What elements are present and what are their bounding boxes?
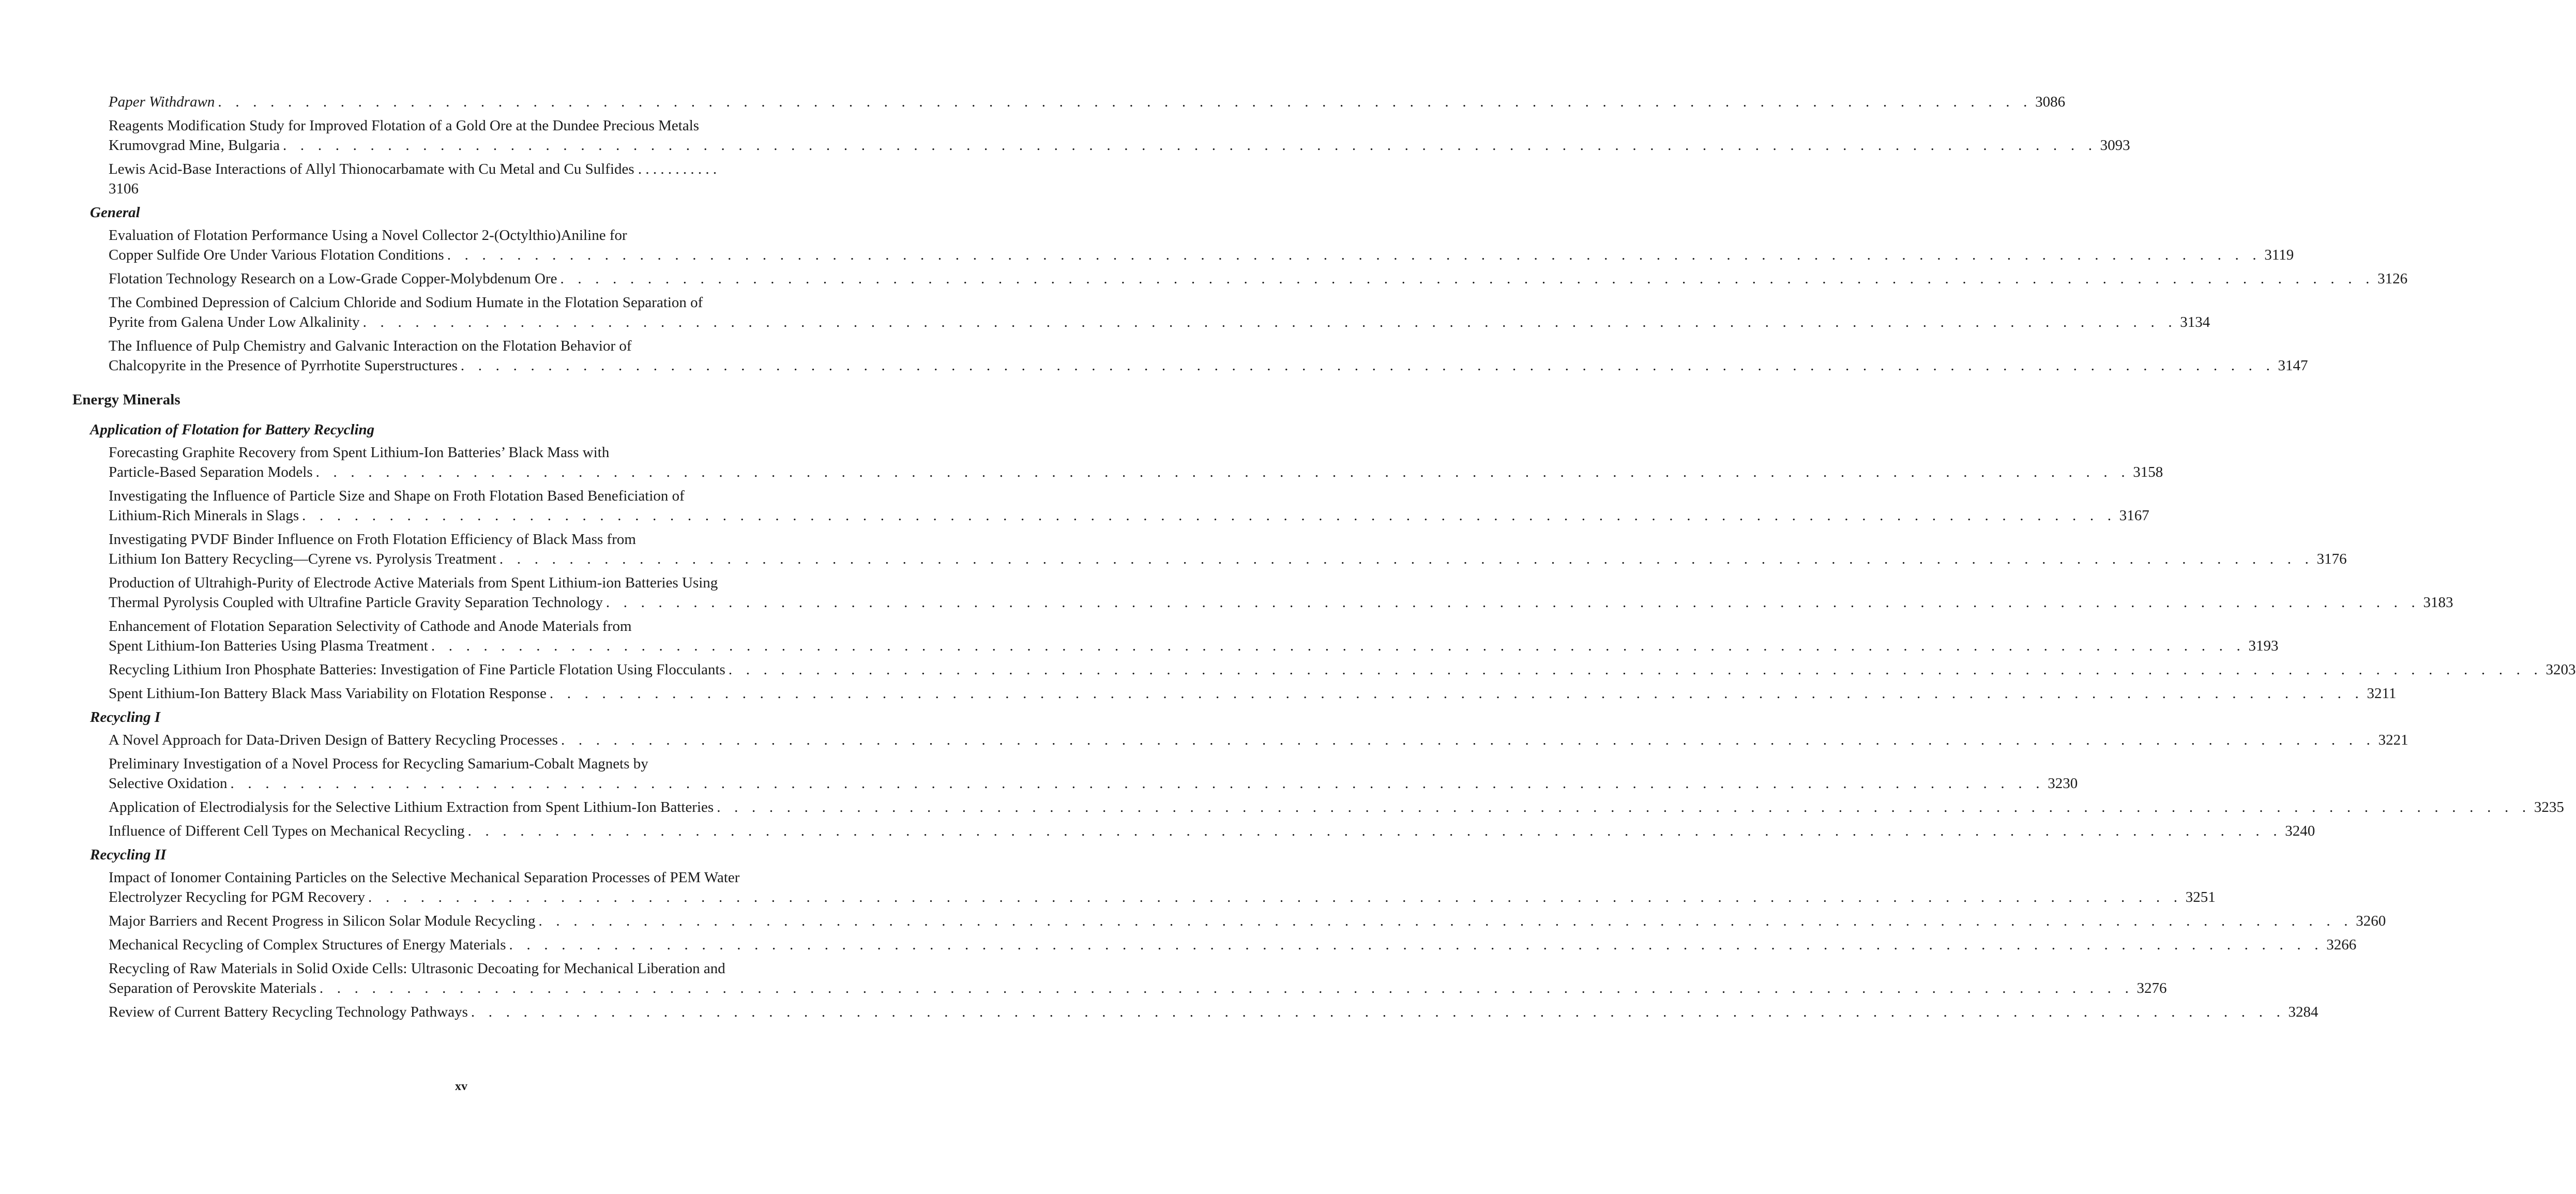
toc-entry[interactable]: [109, 336, 2308, 375]
toc-entry-title-line: Particle-Based Separation Models: [109, 464, 313, 480]
toc-page-number: 3086: [2035, 94, 2066, 110]
dot-leader: . . . . . . . . . . . . . . . . . . . . . . . . . . . . . . . . . . . . . . . . . . . . . . . . . . . . . . . . . . . . . . . . . . . . . . . . . . . . . . . . . . . . . . . . . . . . . . . . . . . . . . . .: [717, 799, 2531, 815]
toc-entry[interactable]: [109, 959, 2167, 998]
toc-entry-title-line: Investigating the Influence of Particle Size and Shape on Froth Flotation Based Beneficiation of: [109, 488, 685, 504]
toc-entry-title-line: Lithium-Rich Minerals in Slags: [109, 507, 299, 524]
toc-page-number: 3251: [2185, 889, 2216, 905]
toc-entry-title-line: Influence of Different Cell Types on Mechanical Recycling: [109, 823, 465, 839]
toc-entry[interactable]: [109, 443, 2163, 482]
dot-leader: . . . . . . . . . . . . . . . . . . . . . . . . . . . . . . . . . . . . . . . . . . . . . . . . . . . . . . . . . . . . . . . . . . . . . . . . . . . . . . . . . . . . . . . . . . . . . . . . . . . . . . . .: [319, 980, 2134, 996]
toc-entry-title-line: Investigating PVDF Binder Influence on Froth Flotation Efficiency of Black Mass from: [109, 531, 636, 548]
subsection-recycling-2: Recycling II: [90, 847, 166, 863]
dot-leader: . . . . . . . . . . . . . . . . . . . . . . . . . . . . . . . . . . . . . . . . . . . . . . . . . . . . . . . . . . . . . . . . . . . . . . . . . . . . . . . . . . . . . . . . . . . . . . . . . . . . . . . .: [728, 661, 2543, 678]
toc-entry[interactable]: [109, 684, 2397, 703]
toc-entry[interactable]: [109, 573, 2453, 612]
toc-entry-title-line: Enhancement of Flotation Separation Selectivity of Cathode and Anode Materials from: [109, 618, 632, 634]
toc-entry-title-line: A Novel Approach for Data-Driven Design of Battery Recycling Processes: [109, 732, 558, 748]
toc-page-number: 3221: [2378, 732, 2408, 748]
toc-entry-title-line: Spent Lithium-Ion Batteries Using Plasma Treatment: [109, 638, 428, 654]
toc-entry-title-line: Reagents Modification Study for Improved Flotation of a Gold Ore at the Dundee Precious Metals: [109, 117, 700, 134]
toc-entry[interactable]: [109, 486, 2149, 525]
toc-page-number: 3211: [2367, 685, 2397, 702]
toc-entry[interactable]: [109, 868, 2216, 907]
toc-entry-title-line: Production of Ultrahigh-Purity of Electrode Active Materials from Spent Lithium-ion Batteries Using: [109, 575, 718, 591]
toc-group-recycling-2: [72, 868, 2386, 1022]
dot-leader: . . . . . . . . . . . . . . . . . . . . . . . . . . . . . . . . . . . . . . . . . . . . . . . . . . . . . . . . . . . . . . . . . . . . . . . . . . . . . . . . . . . . . . . . . . . . . . . . . . . . . . . .: [560, 732, 2375, 748]
toc-entry-title-line: Flotation Technology Research on a Low-Grade Copper-Molybdenum Ore: [109, 270, 557, 287]
dot-leader: . . . . . . . . . . . . . . . . . . . . . . . . . . . . . . . . . . . . . . . . . . . . . . . . . . . . . . . . . . . . . . . . . . . . . . . . . . . . . . . . . . . . . . . . . . . . . . . . . . . . . . . .: [230, 775, 2045, 792]
toc-page-number: 3235: [2534, 799, 2564, 815]
toc-group-general: [72, 225, 2408, 375]
section-energy-minerals: Energy Minerals: [72, 391, 180, 408]
toc-entry[interactable]: [109, 225, 2294, 265]
dot-leader: . . . . . . . . . . . . . . . . . . . . . . . . . . . . . . . . . . . . . . . . . . . . . . . . . . . . . . . . . . . . . . . . . . . . . . . . . . . . . . . . . . . . . . . . . . . . . . . . . . . . . . . .: [447, 247, 2262, 263]
toc-entry-title-line: Separation of Perovskite Materials: [109, 980, 316, 996]
toc-page-number: 3176: [2316, 551, 2347, 567]
toc-entry-title-line: The Influence of Pulp Chemistry and Galvanic Interaction on the Flotation Behavior of: [109, 338, 632, 354]
dot-leader: . . . . . . . . . . . . . . . . . . . . . . . . . . . . . . . . . . . . . . . . . . . . . . . . . . . . . . . . . . . . . . . . . . . . . . . . . . . . . . . . . . . . . . . . . . . . . . . . . . . . . . . .: [315, 464, 2130, 480]
toc-page-number: 3119: [2264, 247, 2294, 263]
toc-entry-title-line: Lithium Ion Battery Recycling—Cyrene vs. Pyrolysis Treatment: [109, 551, 496, 567]
dot-leader: . . . . . . . . . . . . . . . . . . . . . . . . . . . . . . . . . . . . . . . . . . . . . . . . . . . . . . . . . . . . . . . . . . . . . . . . . . . . . . . . . . . . . . . . . . . . . . . . . . . . . . . .: [431, 638, 2246, 654]
toc-entry[interactable]: [109, 821, 2315, 841]
toc-page: [72, 92, 2576, 1026]
toc-entry-title-line: The Combined Depression of Calcium Chloride and Sodium Humate in the Flotation Separation of: [109, 294, 703, 311]
toc-entry[interactable]: [109, 1002, 2319, 1022]
dot-leader: . . . . . . . . . . . . . . . . . . . . . . . . . . . . . . . . . . . . . . . . . . . . . . . . . . . . . . . . . . . . . . . . . . . . . . . . . . . . . . . . . . . . . . . . . . . . . . . . . . . . . . . .: [218, 94, 2033, 110]
toc-entry[interactable]: [109, 935, 2357, 955]
toc-entry-title-line: 3106: [109, 180, 139, 197]
toc-group-recycling-1: [72, 730, 2564, 841]
dot-leader: . . . . . . . . . . . . . . . . . . . . . . . . . . . . . . . . . . . . . . . . . . . . . . . . . . . . . . . . . . . . . . . . . . . . . . . . . . . . . . . . . . . . . . . . . . . . . . . . . . . . . . . .: [302, 507, 2116, 524]
toc-page-number: 3276: [2136, 980, 2167, 996]
page-number-footer: xv: [455, 1080, 467, 1093]
toc-entry-title-line: Copper Sulfide Ore Under Various Flotation Conditions: [109, 247, 444, 263]
toc-entry[interactable]: [109, 730, 2408, 750]
toc-entry-title-line: Electrolyzer Recycling for PGM Recovery: [109, 889, 366, 905]
toc-group-top: [72, 92, 2130, 199]
toc-page-number: 3147: [2278, 357, 2308, 374]
toc-entry-title-line: Impact of Ionomer Containing Particles on the Selective Mechanical Separation Processes of PEM Water: [109, 869, 740, 886]
toc-entry[interactable]: [109, 92, 2066, 112]
toc-entry[interactable]: [109, 293, 2210, 332]
toc-entry-title-line: Mechanical Recycling of Complex Structures of Energy Materials: [109, 936, 506, 953]
toc-entry[interactable]: [109, 616, 2279, 656]
dot-leader: . . . . . . . . . . . . . . . . . . . . . . . . . . . . . . . . . . . . . . . . . . . . . . . . . . . . . . . . . . . . . . . . . . . . . . . . . . . . . . . . . . . . . . . . . . . . . . . . . . . . . . . .: [549, 685, 2364, 702]
toc-entry[interactable]: [109, 116, 2130, 155]
toc-entry-title-line: Application of Electrodialysis for the Selective Lithium Extraction from Spent Lithium-Ion Batteries: [109, 799, 714, 815]
toc-entry-title-line: Spent Lithium-Ion Battery Black Mass Variability on Flotation Response: [109, 685, 547, 702]
toc-entry-title-line: Recycling Lithium Iron Phosphate Batteries: Investigation of Fine Particle Flotation Using Flocculants: [109, 661, 725, 678]
toc-entry[interactable]: [109, 530, 2347, 569]
toc-entry-title-line: Pyrite from Galena Under Low Alkalinity: [109, 314, 360, 330]
toc-page-number: 3266: [2326, 936, 2357, 953]
toc-group-battery: [72, 443, 2576, 703]
toc-entry-title-line: Lewis Acid-Base Interactions of Allyl Thionocarbamate with Cu Metal and Cu Sulfides . . . . . . . . . . .: [109, 161, 717, 177]
toc-page-number: 3193: [2248, 638, 2279, 654]
dot-leader: . . . . . . . . . . . . . . . . . . . . . . . . . . . . . . . . . . . . . . . . . . . . . . . . . . . . . . . . . . . . . . . . . . . . . . . . . . . . . . . . . . . . . . . . . . . . . . . . . . . . . . . .: [499, 551, 2314, 567]
toc-page-number: 3260: [2356, 913, 2386, 929]
toc-entry-title-line: Recycling of Raw Materials in Solid Oxide Cells: Ultrasonic Decoating for Mechanical Liberation and: [109, 960, 725, 977]
dot-leader: . . . . . . . . . . . . . . . . . . . . . . . . . . . . . . . . . . . . . . . . . . . . . . . . . . . . . . . . . . . . . . . . . . . . . . . . . . . . . . . . . . . . . . . . . . . . . . . . . . . . . . . .: [283, 137, 2097, 154]
toc-page-number: 3126: [2377, 270, 2408, 287]
dot-leader: . . . . . . . . . . . . . . . . . . . . . . . . . . . . . . . . . . . . . . . . . . . . . . . . . . . . . . . . . . . . . . . . . . . . . . . . . . . . . . . . . . . . . . . . . . . . . . . . . . . . . . . .: [560, 270, 2375, 287]
toc-entry[interactable]: [109, 269, 2408, 289]
subsection-general: General: [90, 204, 140, 221]
toc-entry-title-line: Paper Withdrawn: [109, 94, 215, 110]
toc-entry[interactable]: [109, 911, 2386, 931]
toc-page-number: 3134: [2180, 314, 2210, 330]
toc-page-number: 3183: [2423, 594, 2453, 611]
toc-entry-title-line: Review of Current Battery Recycling Technology Pathways: [109, 1004, 468, 1020]
subsection-battery-recycling: Application of Flotation for Battery Recycling: [90, 421, 375, 438]
dot-leader: . . . . . . . . . . . . . . . . . . . . . . . . . . . . . . . . . . . . . . . . . . . . . . . . . . . . . . . . . . . . . . . . . . . . . . . . . . . . . . . . . . . . . . . . . . . . . . . . . . . . . . . .: [362, 314, 2177, 330]
toc-entry[interactable]: [109, 159, 851, 199]
dot-leader: . . . . . . . . . . . . . . . . . . . . . . . . . . . . . . . . . . . . . . . . . . . . . . . . . . . . . . . . . . . . . . . . . . . . . . . . . . . . . . . . . . . . . . . . . . . . . . . . . . . . . . . .: [605, 594, 2420, 611]
toc-page-number: 3230: [2048, 775, 2078, 792]
toc-entry[interactable]: [109, 797, 2564, 817]
dot-leader: . . . . . . . . . . . . . . . . . . . . . . . . . . . . . . . . . . . . . . . . . . . . . . . . . . . . . . . . . . . . . . . . . . . . . . . . . . . . . . . . . . . . . . . . . . . . . . . . . . . . . . . .: [509, 936, 2324, 953]
toc-entry-title-line: Krumovgrad Mine, Bulgaria: [109, 137, 280, 154]
toc-page-number: 3240: [2285, 823, 2315, 839]
dot-leader: . . . . . . . . . . . . . . . . . . . . . . . . . . . . . . . . . . . . . . . . . . . . . . . . . . . . . . . . . . . . . . . . . . . . . . . . . . . . . . . . . . . . . . . . . . . . . . . . . . . . . . . .: [460, 357, 2275, 374]
toc-entry-title-line: Selective Oxidation: [109, 775, 228, 792]
toc-entry-title-line: Thermal Pyrolysis Coupled with Ultrafine Particle Gravity Separation Technology: [109, 594, 603, 611]
toc-page-number: 3284: [2288, 1004, 2319, 1020]
dot-leader: . . . . . . . . . . . . . . . . . . . . . . . . . . . . . . . . . . . . . . . . . . . . . . . . . . . . . . . . . . . . . . . . . . . . . . . . . . . . . . . . . . . . . . . . . . . . . . . . . . . . . . . .: [368, 889, 2183, 905]
toc-entry-title-line: Evaluation of Flotation Performance Using a Novel Collector 2-(Octylthio)Aniline for: [109, 227, 627, 244]
toc-entry-title-line: Forecasting Graphite Recovery from Spent Lithium-Ion Batteries’ Black Mass with: [109, 444, 610, 461]
dot-leader: . . . . . . . . . . . . . . . . . . . . . . . . . . . . . . . . . . . . . . . . . . . . . . . . . . . . . . . . . . . . . . . . . . . . . . . . . . . . . . . . . . . . . . . . . . . . . . . . . . . . . . . .: [471, 1004, 2285, 1020]
toc-page-number: 3203: [2545, 661, 2576, 678]
toc-page-number: 3158: [2133, 464, 2163, 480]
toc-entry-title-line: Chalcopyrite in the Presence of Pyrrhotite Superstructures: [109, 357, 458, 374]
dot-leader: . . . . . . . . . . . . . . . . . . . . . . . . . . . . . . . . . . . . . . . . . . . . . . . . . . . . . . . . . . . . . . . . . . . . . . . . . . . . . . . . . . . . . . . . . . . . . . . . . . . . . . . .: [538, 913, 2353, 929]
toc-page-number: 3167: [2119, 507, 2149, 524]
toc-page-number: 3093: [2100, 137, 2130, 154]
toc-entry-title-line: Major Barriers and Recent Progress in Silicon Solar Module Recycling: [109, 913, 536, 929]
dot-leader: . . . . . . . . . . . . . . . . . . . . . . . . . . . . . . . . . . . . . . . . . . . . . . . . . . . . . . . . . . . . . . . . . . . . . . . . . . . . . . . . . . . . . . . . . . . . . . . . . . . . . . . .: [467, 823, 2282, 839]
toc-entry-title-line: Preliminary Investigation of a Novel Process for Recycling Samarium-Cobalt Magnets by: [109, 755, 648, 772]
toc-entry[interactable]: [109, 660, 2576, 679]
subsection-recycling-1: Recycling I: [90, 709, 161, 726]
toc-entry[interactable]: [109, 754, 2078, 793]
